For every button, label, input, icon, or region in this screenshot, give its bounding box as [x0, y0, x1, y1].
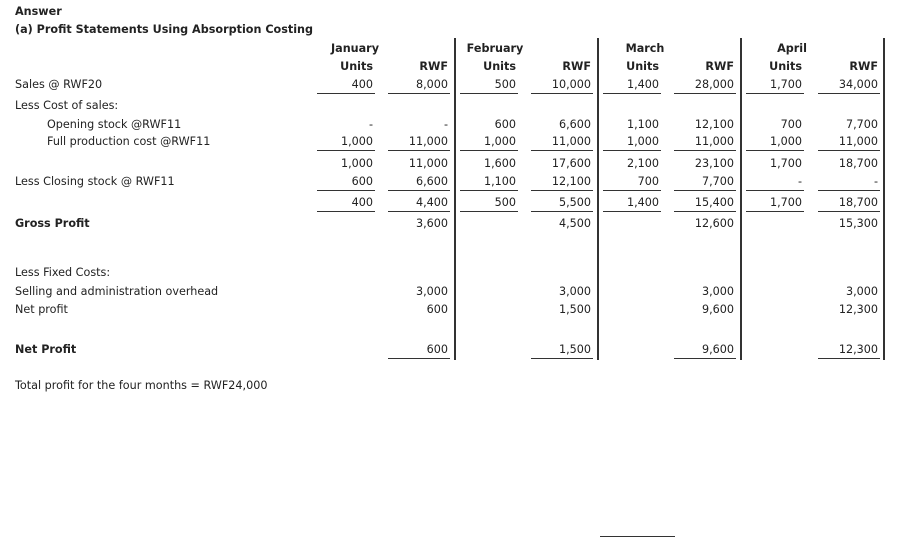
sales-units: 500: [494, 78, 516, 91]
sales-units: 1,400: [626, 78, 659, 91]
sales-units: 1,700: [769, 78, 802, 91]
closing-units: 1,100: [483, 175, 516, 188]
sales-units: 400: [351, 78, 373, 91]
column-divider: [883, 38, 885, 360]
row-label-closing-stock: Less Closing stock @ RWF11: [15, 175, 175, 188]
sales-rwf: 10,000: [551, 78, 591, 91]
rwf-header: RWF: [849, 60, 878, 73]
net-profit-rwf: 9,600: [701, 343, 734, 356]
cost-sales-rwf: 15,400: [694, 196, 734, 209]
netp-rwf: 600: [426, 303, 448, 316]
units-header: Units: [769, 60, 802, 73]
net-profit-rwf: 12,300: [838, 343, 878, 356]
underline: [317, 211, 375, 212]
underline: [674, 358, 736, 359]
netp-rwf: 12,300: [838, 303, 878, 316]
sales-rwf: 34,000: [838, 78, 878, 91]
selling-rwf: 3,000: [701, 285, 734, 298]
subtotal-rwf: 17,600: [551, 157, 591, 170]
row-label-selling-admin: Selling and administration overhead: [15, 285, 219, 298]
selling-rwf: 3,000: [558, 285, 591, 298]
answer-label: Answer: [15, 5, 62, 18]
cost-sales-units: 1,400: [626, 196, 659, 209]
underline: [746, 150, 804, 151]
opening-rwf: 7,700: [845, 118, 878, 131]
units-header: Units: [340, 60, 373, 73]
opening-rwf: 6,600: [558, 118, 591, 131]
closing-rwf: -: [873, 175, 878, 188]
closing-units: 600: [351, 175, 373, 188]
underline: [818, 150, 880, 151]
subtotal-units: 1,700: [769, 157, 802, 170]
netp-rwf: 9,600: [701, 303, 734, 316]
underline: [531, 150, 593, 151]
subtotal-rwf: 18,700: [838, 157, 878, 170]
row-label-sales: Sales @ RWF20: [15, 78, 103, 91]
underline: [531, 358, 593, 359]
rwf-header: RWF: [562, 60, 591, 73]
net-profit-rwf: 1,500: [558, 343, 591, 356]
full-prod-units: 1,000: [483, 135, 516, 148]
selling-rwf: 3,000: [415, 285, 448, 298]
underline: [460, 190, 518, 191]
underline: [460, 211, 518, 212]
opening-rwf: -: [443, 118, 448, 131]
underline: [460, 150, 518, 151]
underline: [746, 93, 804, 94]
subtotal-rwf: 11,000: [408, 157, 448, 170]
gross-rwf: 15,300: [838, 217, 878, 230]
underline: [674, 190, 736, 191]
full-prod-units: 1,000: [626, 135, 659, 148]
cost-sales-units: 500: [494, 196, 516, 209]
full-prod-rwf: 11,000: [551, 135, 591, 148]
subtotal-units: 2,100: [626, 157, 659, 170]
full-prod-rwf: 11,000: [408, 135, 448, 148]
underline: [317, 190, 375, 191]
full-prod-units: 1,000: [769, 135, 802, 148]
opening-units: 700: [780, 118, 802, 131]
cost-sales-units: 400: [351, 196, 373, 209]
underline: [603, 211, 661, 212]
units-header: Units: [626, 60, 659, 73]
underline: [388, 150, 450, 151]
row-label-fixed-costs: Less Fixed Costs:: [15, 266, 111, 279]
underline: [603, 93, 661, 94]
underline: [388, 93, 450, 94]
subtotal-units: 1,600: [483, 157, 516, 170]
underline: [317, 150, 375, 151]
underline: [388, 211, 450, 212]
underline: [746, 190, 804, 191]
row-label-gross-profit: Gross Profit: [15, 217, 90, 230]
underline: [603, 150, 661, 151]
rwf-header: RWF: [419, 60, 448, 73]
underline: [531, 190, 593, 191]
full-prod-rwf: 11,000: [838, 135, 878, 148]
opening-units: 600: [494, 118, 516, 131]
total-profit-note: Total profit for the four months = RWF24,000: [15, 379, 268, 392]
month-header: January: [330, 42, 379, 55]
month-header: April: [777, 42, 807, 55]
underline: [531, 93, 593, 94]
row-label-net-profit: Net Profit: [15, 343, 77, 356]
underline: [818, 93, 880, 94]
units-header: Units: [483, 60, 516, 73]
underline: [317, 93, 375, 94]
gross-rwf: 12,600: [694, 217, 734, 230]
gross-rwf: 3,600: [415, 217, 448, 230]
underline: [388, 190, 450, 191]
sales-rwf: 28,000: [694, 78, 734, 91]
cost-sales-units: 1,700: [769, 196, 802, 209]
closing-rwf: 7,700: [701, 175, 734, 188]
underline: [674, 150, 736, 151]
row-label-less-cost: Less Cost of sales:: [15, 99, 119, 112]
opening-units: -: [368, 118, 373, 131]
cost-sales-rwf: 5,500: [558, 196, 591, 209]
cost-sales-rwf: 18,700: [838, 196, 878, 209]
bottom-rule: [600, 536, 675, 537]
underline: [818, 211, 880, 212]
underline: [674, 211, 736, 212]
sales-rwf: 8,000: [415, 78, 448, 91]
underline: [460, 93, 518, 94]
row-label-full-production: Full production cost @RWF11: [47, 135, 211, 148]
full-prod-units: 1,000: [340, 135, 373, 148]
row-label-opening-stock: Opening stock @RWF11: [47, 118, 182, 131]
cost-sales-rwf: 4,400: [415, 196, 448, 209]
subtotal-units: 1,000: [340, 157, 373, 170]
closing-rwf: 6,600: [415, 175, 448, 188]
netp-rwf: 1,500: [558, 303, 591, 316]
net-profit-rwf: 600: [426, 343, 448, 356]
selling-rwf: 3,000: [845, 285, 878, 298]
underline: [603, 190, 661, 191]
full-prod-rwf: 11,000: [694, 135, 734, 148]
opening-rwf: 12,100: [694, 118, 734, 131]
underline: [388, 358, 450, 359]
gross-rwf: 4,500: [558, 217, 591, 230]
underline: [818, 358, 880, 359]
closing-units: 700: [637, 175, 659, 188]
closing-rwf: 12,100: [551, 175, 591, 188]
subtotal-rwf: 23,100: [694, 157, 734, 170]
underline: [746, 211, 804, 212]
month-header: February: [466, 42, 524, 55]
underline: [531, 211, 593, 212]
month-header: March: [625, 42, 665, 55]
section-title: (a) Profit Statements Using Absorption Costing: [15, 23, 314, 36]
underline: [674, 93, 736, 94]
underline: [818, 190, 880, 191]
rwf-header: RWF: [705, 60, 734, 73]
opening-units: 1,100: [626, 118, 659, 131]
closing-units: -: [797, 175, 802, 188]
row-label-net-profit-line: Net profit: [15, 303, 68, 316]
